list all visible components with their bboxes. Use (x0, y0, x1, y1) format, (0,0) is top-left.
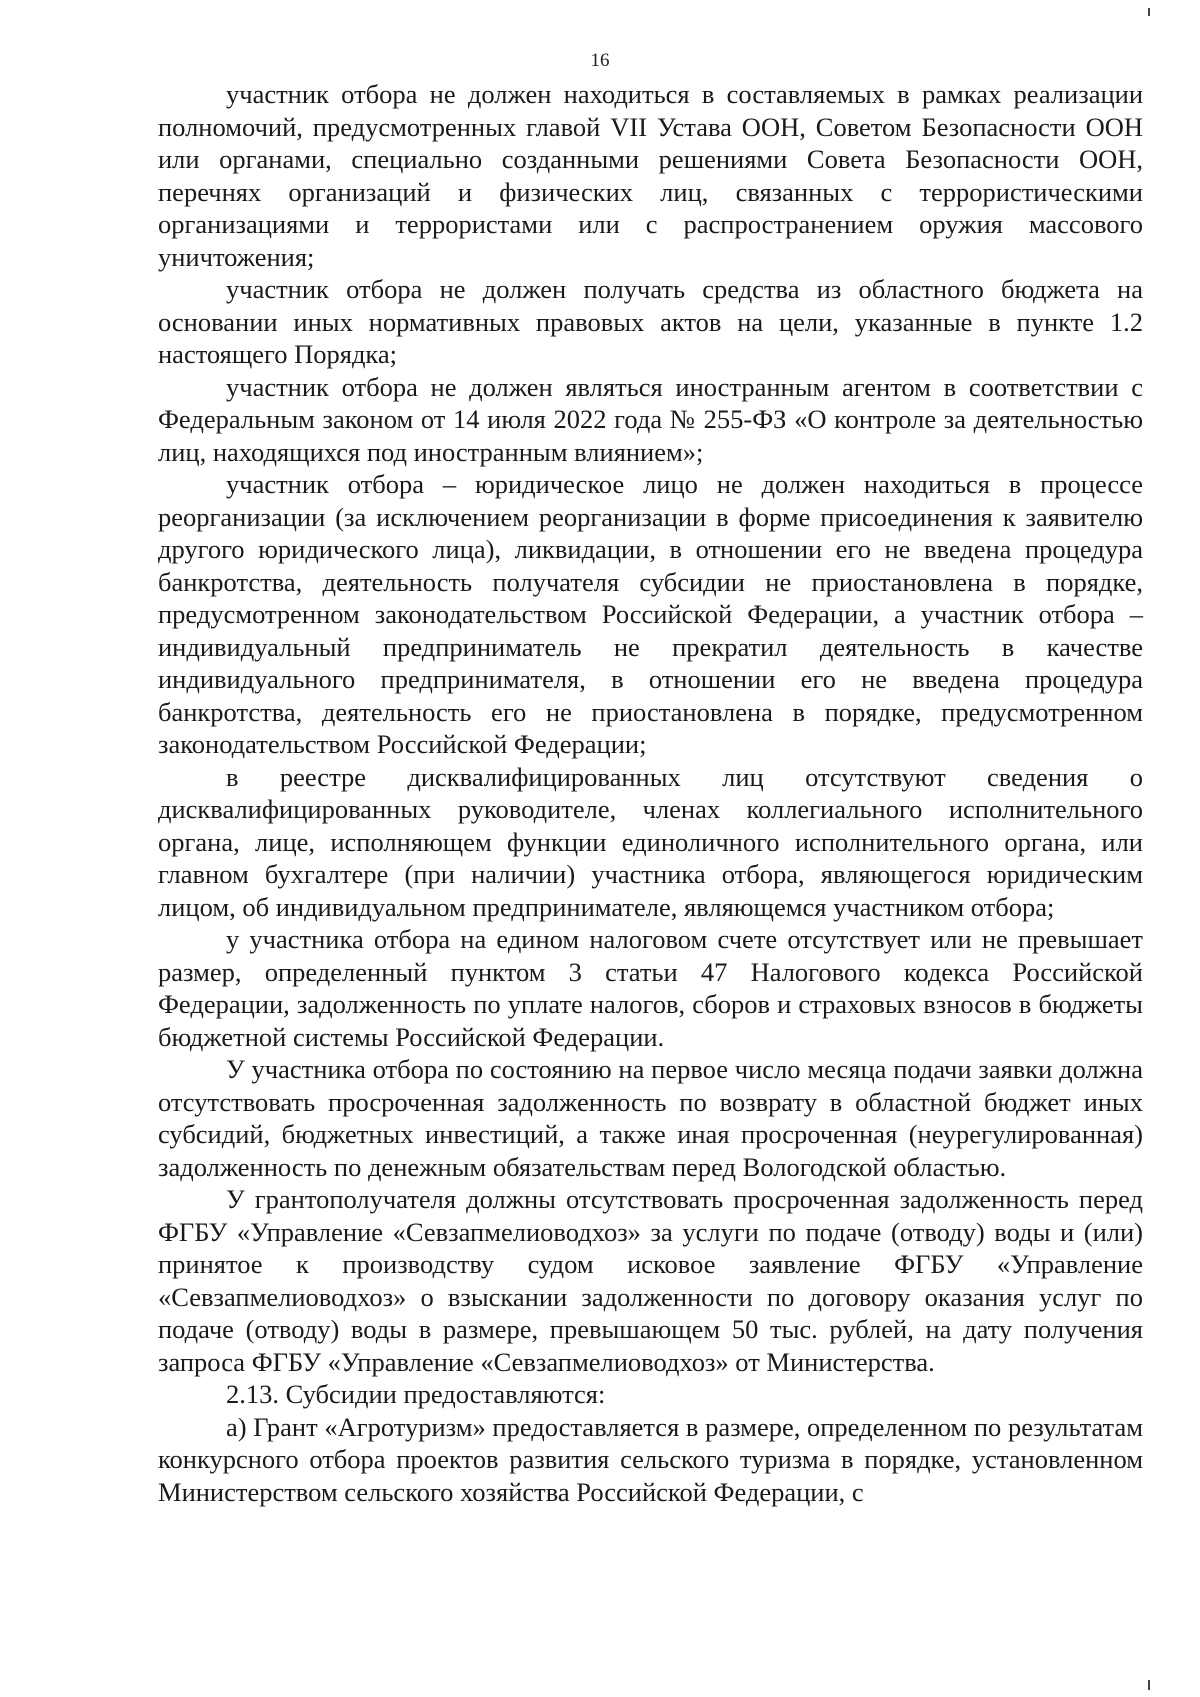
paragraph-tax-account: у участника отбора на едином налоговом счете отсутствует или не превышает размер, определенный пунктом 3 статьи 47 Налогового кодекса Российской Федерации, задолженность по уплате налогов, сборов и страховых взносов в бюджеты бюджетной системы Российской Федерации. (158, 924, 1143, 1052)
paragraph-section-2-13: 2.13. Субсидии предоставляются: (226, 1379, 606, 1409)
page-number: 16 (590, 50, 610, 71)
paragraph-reorganization-bankruptcy: участник отбора – юридическое лицо не должен находиться в процессе реорганизации (за исключением реорганизации в форме присоединения к заявителю другого юридического лица), ликвидации, в отношении его не введена процедура банкротства, деятельность получателя субсидии не приостановлена в порядке, предусмотренном законодательством Российской Федерации, а участник отбора – индивидуальный предприниматель не прекратил деятельность в качестве индивидуального предпринимателя, в отношении его не введена процедура банкротства, деятельность его не приостановлена в порядке, предусмотренном законодательством Российской Федерации; (158, 469, 1143, 759)
scan-mark-bottom-right (1148, 1680, 1150, 1690)
paragraph-overdue-debt: У участника отбора по состоянию на первое число месяца подачи заявки должна отсутствовать просроченная задолженность по возврату в областной бюджет иных субсидий, бюджетных инвестиций, а также иная просроченная (неурегулированная) задолженность по денежным обязательствам перед Вологодской областью. (158, 1054, 1143, 1182)
paragraph-grant-recipient-debt: У грантополучателя должны отсутствовать просроченная задолженность перед ФГБУ «Управление «Севзапмелиоводхоз» за услуги по подаче (отводу) воды и (или) принятое к производству судом исковое заявление ФГБУ «Управление «Севзапмелиоводхоз» о взыскании задолженности по договору оказания услуг по подаче (отводу) воды в размере, превышающем 50 тыс. рублей, на дату получения запроса ФГБУ «Управление «Севзапмелиоводхоз» от Министерства. (158, 1184, 1143, 1377)
paragraph-foreign-agent: участник отбора не должен являться иностранным агентом в соответствии с Федеральным законом от 14 июля 2022 года № 255-ФЗ «О контроле за деятельностью лиц, находящихся под иностранным влиянием»; (158, 371, 1143, 467)
document-body (158, 78, 1143, 1508)
paragraph-disqualified-persons: в реестре дисквалифицированных лиц отсутствуют сведения о дисквалифицированных руководителе, членах коллегиального исполнительного органа, лице, исполняющем функции единоличного исполнительного органа, или главном бухгалтере (при наличии) участника отбора, являющегося юридическим лицом, об индивидуальном предпринимателе, являющемся участником отбора; (158, 761, 1143, 922)
scan-mark-top-right (1148, 8, 1150, 16)
paragraph-regional-budget-funds: участник отбора не должен получать средства из областного бюджета на основании иных нормативных правовых актов на цели, указанные в пункте 1.2 настоящего Порядка; (158, 274, 1143, 369)
paragraph-agrotourism-grant: а) Грант «Агротуризм» предоставляется в размере, определенном по результатам конкурсного отбора проектов развития сельского туризма в порядке, установленном Министерством сельского хозяйства Российской Федерации, с (158, 1411, 1143, 1507)
paragraph-un-sanctions-lists: участник отбора не должен находиться в составляемых в рамках реализации полномочий, предусмотренных главой VII Устава ООН, Советом Безопасности ООН или органами, специально созданными решениями Совета Безопасности ООН, перечнях организаций и физических лиц, связанных с террористическими организациями и террористами или с распространением оружия массового уничтожения; (158, 79, 1143, 272)
